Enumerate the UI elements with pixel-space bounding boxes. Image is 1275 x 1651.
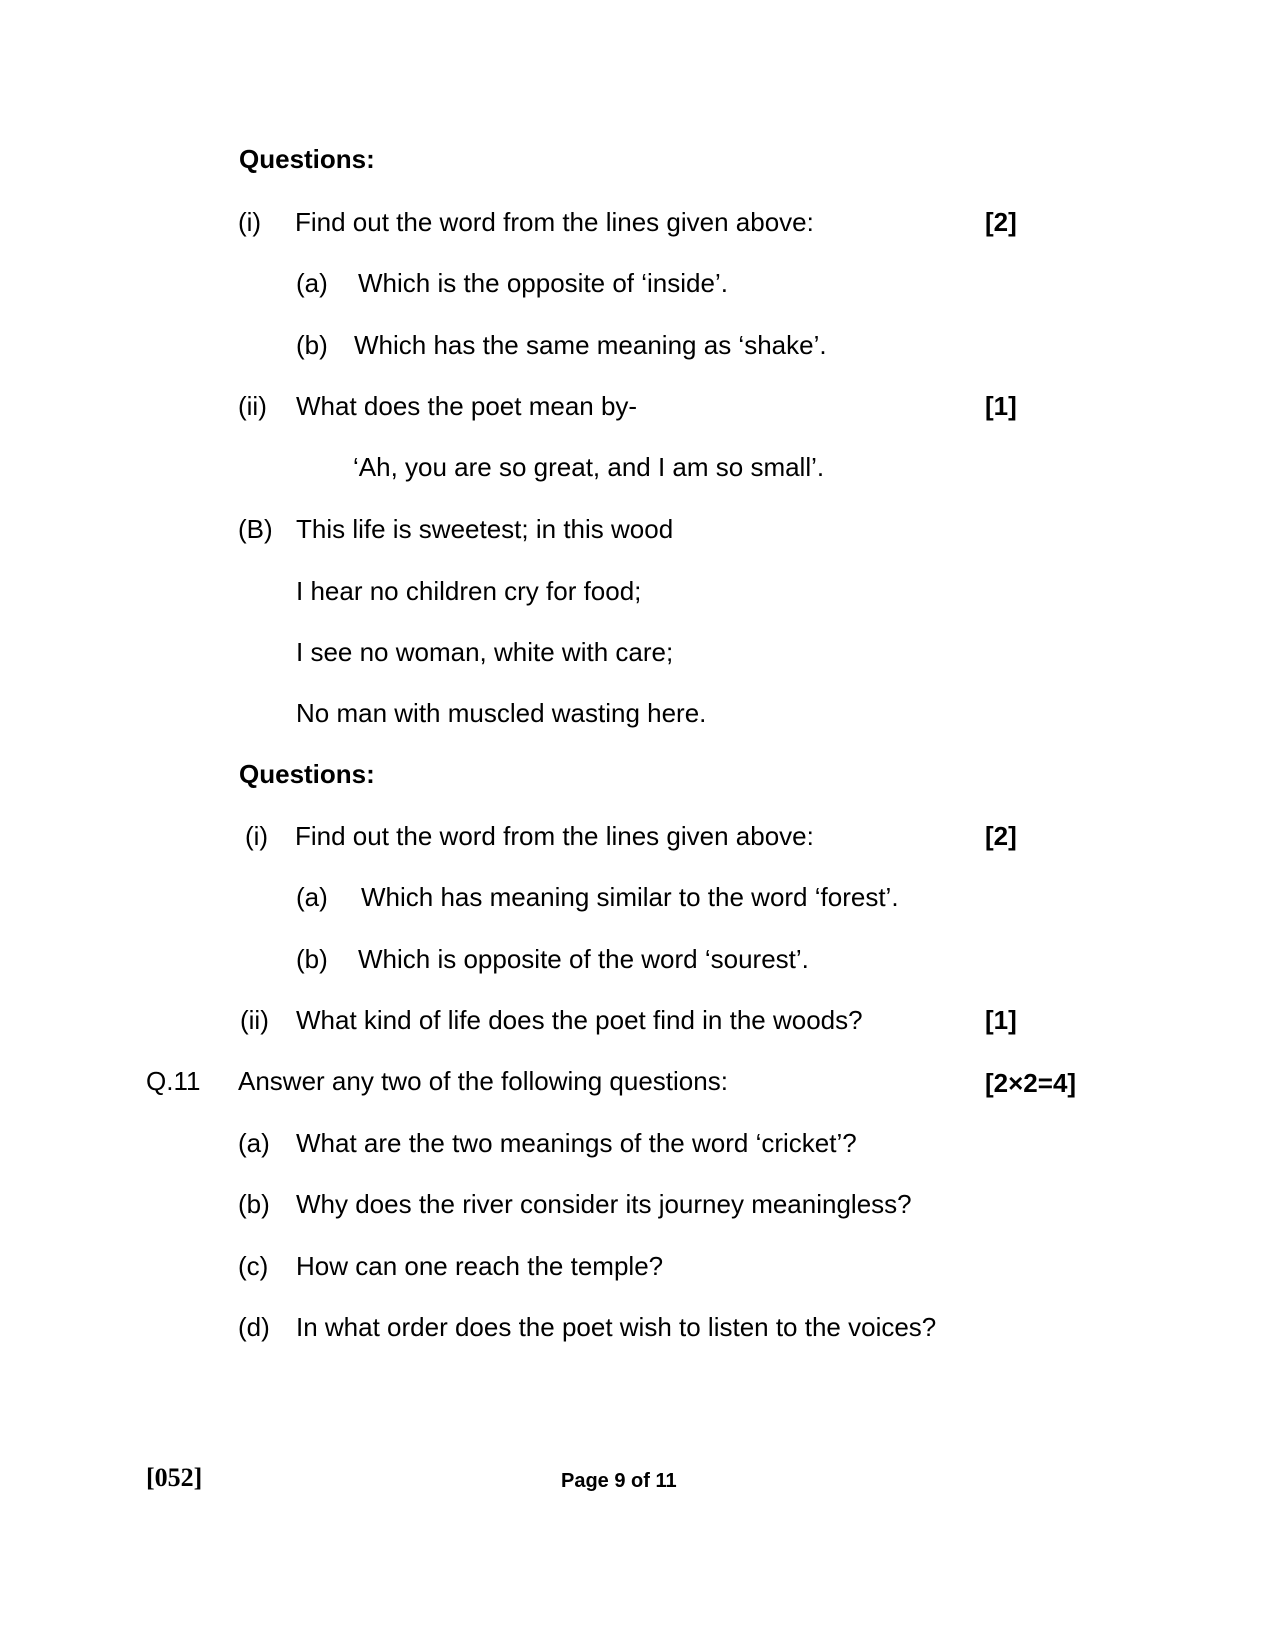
sub-question-label: (a) xyxy=(238,1128,270,1158)
paper-code: [052] xyxy=(146,1463,203,1492)
question-text: What kind of life does the poet find in the woods? xyxy=(296,1005,863,1035)
marks-label: [2×2=4] xyxy=(985,1068,1077,1098)
poem-line: This life is sweetest; in this wood xyxy=(296,514,674,544)
sub-question-text: Which has the same meaning as ‘shake’. xyxy=(354,330,827,360)
sub-question-label: (a) xyxy=(296,882,328,912)
marks-label: [1] xyxy=(985,1005,1017,1035)
sub-question-label: (b) xyxy=(296,330,328,360)
poem-label: (B) xyxy=(238,514,273,544)
sub-question-text: In what order does the poet wish to listen to the voices? xyxy=(296,1312,937,1342)
marks-label: [1] xyxy=(985,391,1017,421)
page-number: Page 9 of 11 xyxy=(561,1470,677,1492)
sub-question-text: What are the two meanings of the word ‘cricket’? xyxy=(296,1128,857,1158)
sub-question-text: Which is the opposite of ‘inside’. xyxy=(358,268,728,298)
question-text: Answer any two of the following questions: xyxy=(238,1066,728,1096)
sub-question-text: Which is opposite of the word ‘sourest’. xyxy=(358,944,809,974)
marks-label: [2] xyxy=(985,207,1017,237)
question-number: (ii) xyxy=(238,391,267,421)
question-number: (ii) xyxy=(240,1005,269,1035)
question-number: (i) xyxy=(245,821,269,851)
sub-question-label: (d) xyxy=(238,1312,270,1342)
sub-question-text: Which has meaning similar to the word ‘forest’. xyxy=(361,882,899,912)
quoted-line: ‘Ah, you are so great, and I am so small’. xyxy=(353,452,825,482)
question-text: Find out the word from the lines given above: xyxy=(295,207,814,237)
question-number: Q.11 xyxy=(146,1066,201,1096)
sub-question-label: (b) xyxy=(238,1189,270,1219)
sub-question-label: (a) xyxy=(296,268,328,298)
poem-line: No man with muscled wasting here. xyxy=(296,698,707,728)
sub-question-label: (c) xyxy=(238,1251,269,1281)
poem-line: I see no woman, white with care; xyxy=(296,637,674,667)
section-heading: Questions: xyxy=(239,144,375,174)
sub-question-text: Why does the river consider its journey meaningless? xyxy=(296,1189,912,1219)
question-text: What does the poet mean by- xyxy=(296,391,638,421)
sub-question-text: How can one reach the temple? xyxy=(296,1251,664,1281)
question-text: Find out the word from the lines given above: xyxy=(295,821,814,851)
sub-question-label: (b) xyxy=(296,944,328,974)
marks-label: [2] xyxy=(985,821,1017,851)
poem-line: I hear no children cry for food; xyxy=(296,576,642,606)
question-number: (i) xyxy=(238,207,262,237)
section-heading: Questions: xyxy=(239,759,375,789)
